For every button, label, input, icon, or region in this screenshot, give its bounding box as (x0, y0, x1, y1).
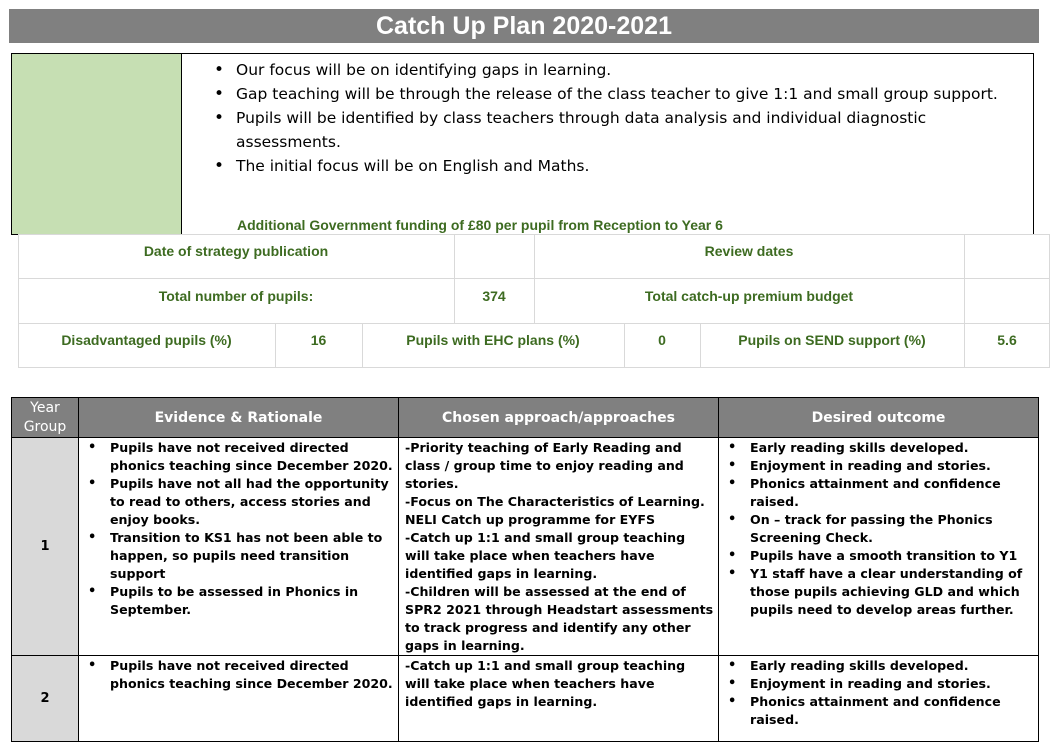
intro-bullet: • Gap teaching will be through the release of the class teacher to give 1:1 and small group support. (236, 82, 1033, 106)
intro-bullet-list (236, 58, 1033, 178)
header-year-line1: Year (30, 399, 60, 416)
evidence-item: • Pupils to be assessed in Phonics in September. (85, 583, 394, 619)
outcome-cell (719, 438, 1039, 656)
outcome-item: • On – track for passing the Phonics Screening Check. (725, 511, 1034, 547)
stats-grid (18, 234, 1050, 368)
outcome-item: • Phonics attainment and confidence raised. (725, 693, 1034, 729)
approach-line: NELI Catch up programme for EYFS (405, 512, 656, 527)
catch-up-plan-table (11, 397, 1039, 742)
outcome-cell (719, 656, 1039, 742)
year-cell: 2 (12, 656, 79, 742)
approach-line: -Catch up 1:1 and small group teaching will take place when teachers have identified gaps in learning. (405, 530, 686, 581)
evidence-item: • Pupils have not received directed phonics teaching since December 2020. (85, 657, 394, 693)
header-year-group (12, 398, 79, 438)
evidence-item: • Transition to KS1 has not been able to happen, so pupils need transition support (85, 529, 394, 583)
approach-cell (399, 656, 719, 742)
intro-box (11, 53, 1034, 235)
funding-note: Additional Government funding of £80 per pupil from Reception to Year 6 (237, 217, 723, 233)
evidence-cell (79, 656, 399, 742)
table-row (12, 438, 1039, 656)
evidence-list (85, 439, 394, 619)
outcome-list (725, 657, 1034, 729)
outcome-item: • Y1 staff have a clear understanding of those pupils achieving GLD and which pupils need to develop areas further. (725, 565, 1034, 619)
approach-line: -Children will be assessed at the end of SPR2 2021 through Headstart assessments to track progress and identify any other gaps in learning. (405, 584, 714, 653)
total-pupils-value: 374 (482, 288, 506, 304)
budget-label: Total catch-up premium budget (644, 288, 854, 304)
outcome-item: • Early reading skills developed. (725, 657, 1034, 675)
evidence-item: • Pupils have not all had the opportunity to read to others, access stories and enjoy books. (85, 475, 394, 529)
ehc-label: Pupils with EHC plans (%) (406, 332, 580, 348)
send-label: Pupils on SEND support (%) (738, 332, 926, 348)
send-value: 5.6 (997, 332, 1017, 348)
approach-line: -Priority teaching of Early Reading and class / group time to enjoy reading and stories. (405, 440, 684, 491)
approach-line: -Focus on The Characteristics of Learning. (405, 494, 705, 509)
table-row (12, 656, 1039, 742)
disadvantaged-value: 16 (310, 332, 327, 348)
evidence-list (85, 657, 394, 693)
header-approach: Chosen approach/approaches (399, 398, 719, 438)
outcome-item: • Pupils have a smooth transition to Y1 (725, 547, 1034, 565)
header-outcome: Desired outcome (719, 398, 1039, 438)
header-evidence: Evidence & Rationale (79, 398, 399, 438)
disadvantaged-label: Disadvantaged pupils (%) (61, 332, 232, 348)
year-cell: 1 (12, 438, 79, 656)
evidence-cell (79, 438, 399, 656)
review-label: Review dates (704, 243, 794, 259)
stats-gridline (18, 367, 1050, 368)
ehc-value: 0 (658, 332, 666, 348)
stats-gridline (18, 323, 1050, 324)
outcome-item: • Enjoyment in reading and stories. (725, 675, 1034, 693)
header-year-line2: Group (23, 418, 67, 435)
total-pupils-label: Total number of pupils: (158, 288, 314, 304)
intro-bullet: • The initial focus will be on English and Maths. (236, 154, 1033, 178)
approach-line: -Catch up 1:1 and small group teaching will take place when teachers have identified gaps in learning. (405, 658, 686, 709)
table-header-row (12, 398, 1039, 438)
evidence-item: • Pupils have not received directed phonics teaching since December 2020. (85, 439, 394, 475)
intro-bullet: • Our focus will be on identifying gaps in learning. (236, 58, 1033, 82)
outcome-list (725, 439, 1034, 619)
page-title: Catch Up Plan 2020-2021 (9, 9, 1039, 43)
stats-gridline (454, 234, 455, 323)
outcome-item: • Phonics attainment and confidence raised. (725, 475, 1034, 511)
intro-color-cell (12, 54, 182, 234)
outcome-item: • Early reading skills developed. (725, 439, 1034, 457)
outcome-item: • Enjoyment in reading and stories. (725, 457, 1034, 475)
approach-cell (399, 438, 719, 656)
date-label: Date of strategy publication (143, 243, 329, 259)
intro-bullet: • Pupils will be identified by class teachers through data analysis and individual diagnostic assessments. (236, 106, 1033, 154)
